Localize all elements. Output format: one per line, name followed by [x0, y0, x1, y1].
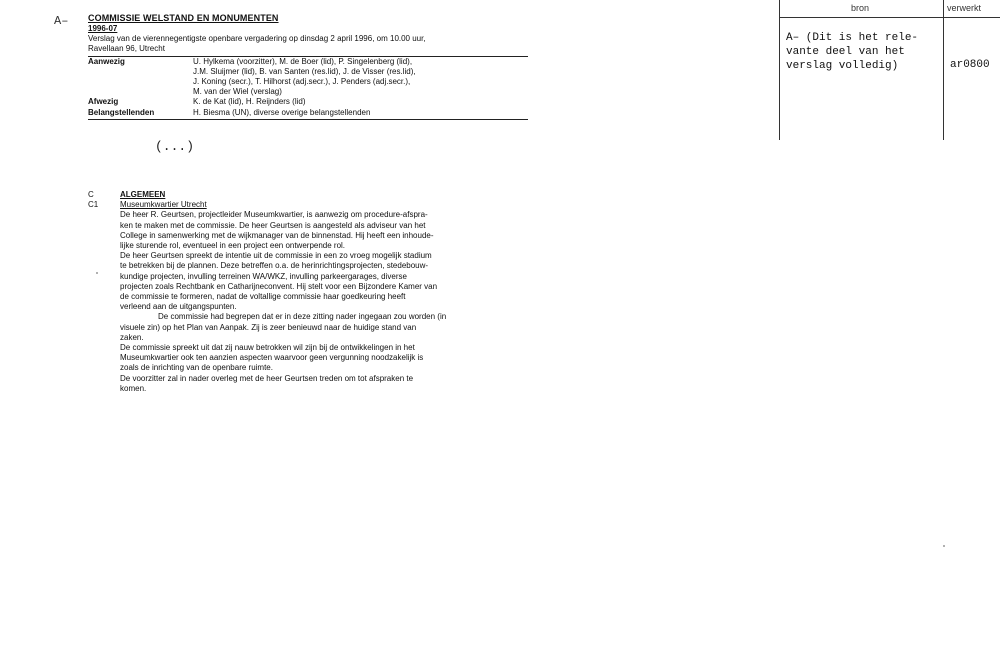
index-card [779, 0, 1000, 140]
body-line: Museumkwartier ook ten aanzien aspecten waarvoor geen vergunning noodzakelijk is [120, 353, 424, 363]
card-note-line: vante deel van het [786, 46, 905, 58]
card-note-line: verslag volledig) [786, 60, 899, 72]
present-row [88, 57, 528, 67]
present-label: Aanwezig [88, 56, 125, 66]
column-header-verwerkt: verwerkt [947, 3, 982, 13]
stakeholders-value: H. Biesma (UN), diverse overige belangstellenden [193, 107, 371, 117]
body-line: De heer Geurtsen spreekt de intentie uit de commissie in een zo vroeg mogelijk stadium [120, 251, 432, 261]
card-note-line: A– (Dit is het rele- [786, 32, 919, 44]
column-header-bron: bron [850, 3, 869, 13]
present-line: J.M. Sluijmer (lid), B. van Santen (res.lid), J. de Visser (res.lid), [193, 66, 416, 76]
attendance-divider [88, 119, 528, 120]
card-note [786, 31, 941, 73]
body-line: komen. [120, 383, 147, 393]
section-heading-row [88, 190, 528, 200]
section-marker: A– [54, 14, 69, 28]
body-line: verleend aan de uitgangspunten. [120, 302, 237, 312]
present-line: J. Koning (secr.), T. Hilhorst (adj.secr.), J. Penders (adj.secr.), [193, 77, 411, 87]
section-body [88, 210, 528, 394]
subsection-heading: Museumkwartier Utrecht [120, 200, 207, 210]
body-line: ken te maken met de commissie. De heer Geurtsen is aangesteld als adviseur van het [120, 220, 426, 230]
scan-speck [96, 272, 98, 274]
archive-code: ar0800 [950, 59, 990, 71]
body-line: kundige projecten, invulling terreinen WA/WKZ, invulling parkeergarages, diverse [120, 271, 407, 281]
section-algemeen [88, 190, 528, 394]
present-line: M. van der Wiel (verslag) [193, 87, 282, 97]
card-border-left [779, 0, 780, 140]
committee-title: COMMISSIE WELSTAND EN MONUMENTEN [88, 13, 279, 23]
report-line-2: Ravellaan 96, Utrecht [88, 44, 165, 54]
body-line: projecten zoals Rechtbank en Catharijneconvent. Hij stelt voor een Bijzondere Kamer van [120, 281, 438, 291]
body-line: zaken. [120, 332, 144, 342]
omission-ellipsis: (...) [155, 139, 195, 154]
stakeholders-row [88, 108, 528, 118]
section-code: C [88, 190, 94, 199]
stakeholders-label: Belangstellenden [88, 107, 155, 117]
scan-speck [943, 545, 945, 547]
body-line: De heer R. Geurtsen, projectleider Museumkwartier, is aanwezig om procedure-afspra- [120, 210, 428, 220]
body-line: te betrekken bij de plannen. Deze betreffen o.a. de herinrichtingsprojecten, stedebouw- [120, 261, 429, 271]
report-line-1: Verslag van de vierennegentigste openbare vergadering op dinsdag 2 april 1996, om 10.00 uur, [88, 34, 426, 44]
subsection-heading-row [88, 200, 528, 210]
attendance-block [88, 57, 528, 118]
section-heading: ALGEMEEN [120, 190, 166, 199]
body-line: De voorzitter zal in nader overleg met de heer Geurtsen treden om tot afspraken te [120, 373, 414, 383]
subsection-code: C1 [88, 200, 99, 210]
body-line: lijke sturende rol, eventueel in een project een ontwerpende rol. [120, 241, 346, 251]
body-line: De commissie spreekt uit dat zij nauw betrokken wil zijn bij de ontwikkelingen in het [120, 343, 415, 353]
body-line-indented: De commissie had begrepen dat er in deze zitting nader ingegaan zou worden (in [158, 312, 447, 322]
absent-row [88, 97, 528, 107]
report-number: 1996-07 [88, 24, 118, 33]
card-column-divider [943, 0, 944, 140]
body-line: College in samenwerking met de wijkmanager van de binnenstad. Hij heeft een inhoude- [120, 230, 434, 240]
absent-label: Afwezig [88, 97, 119, 107]
meeting-report-header [88, 13, 528, 120]
body-line: de commissie te formeren, nadat de voltallige commissie haar goedkeuring heeft [120, 292, 406, 302]
body-line: visuele zin) op het Plan van Aanpak. Zij is zeer benieuwd naar de huidige stand van [120, 322, 417, 332]
absent-value: K. de Kat (lid), H. Reijnders (lid) [193, 97, 306, 107]
card-header-divider [779, 17, 1000, 18]
present-line: U. Hylkema (voorzitter), M. de Boer (lid), P. Singelenberg (lid), [193, 56, 413, 66]
body-line: zoals de inrichting van de openbare ruimte. [120, 363, 273, 373]
